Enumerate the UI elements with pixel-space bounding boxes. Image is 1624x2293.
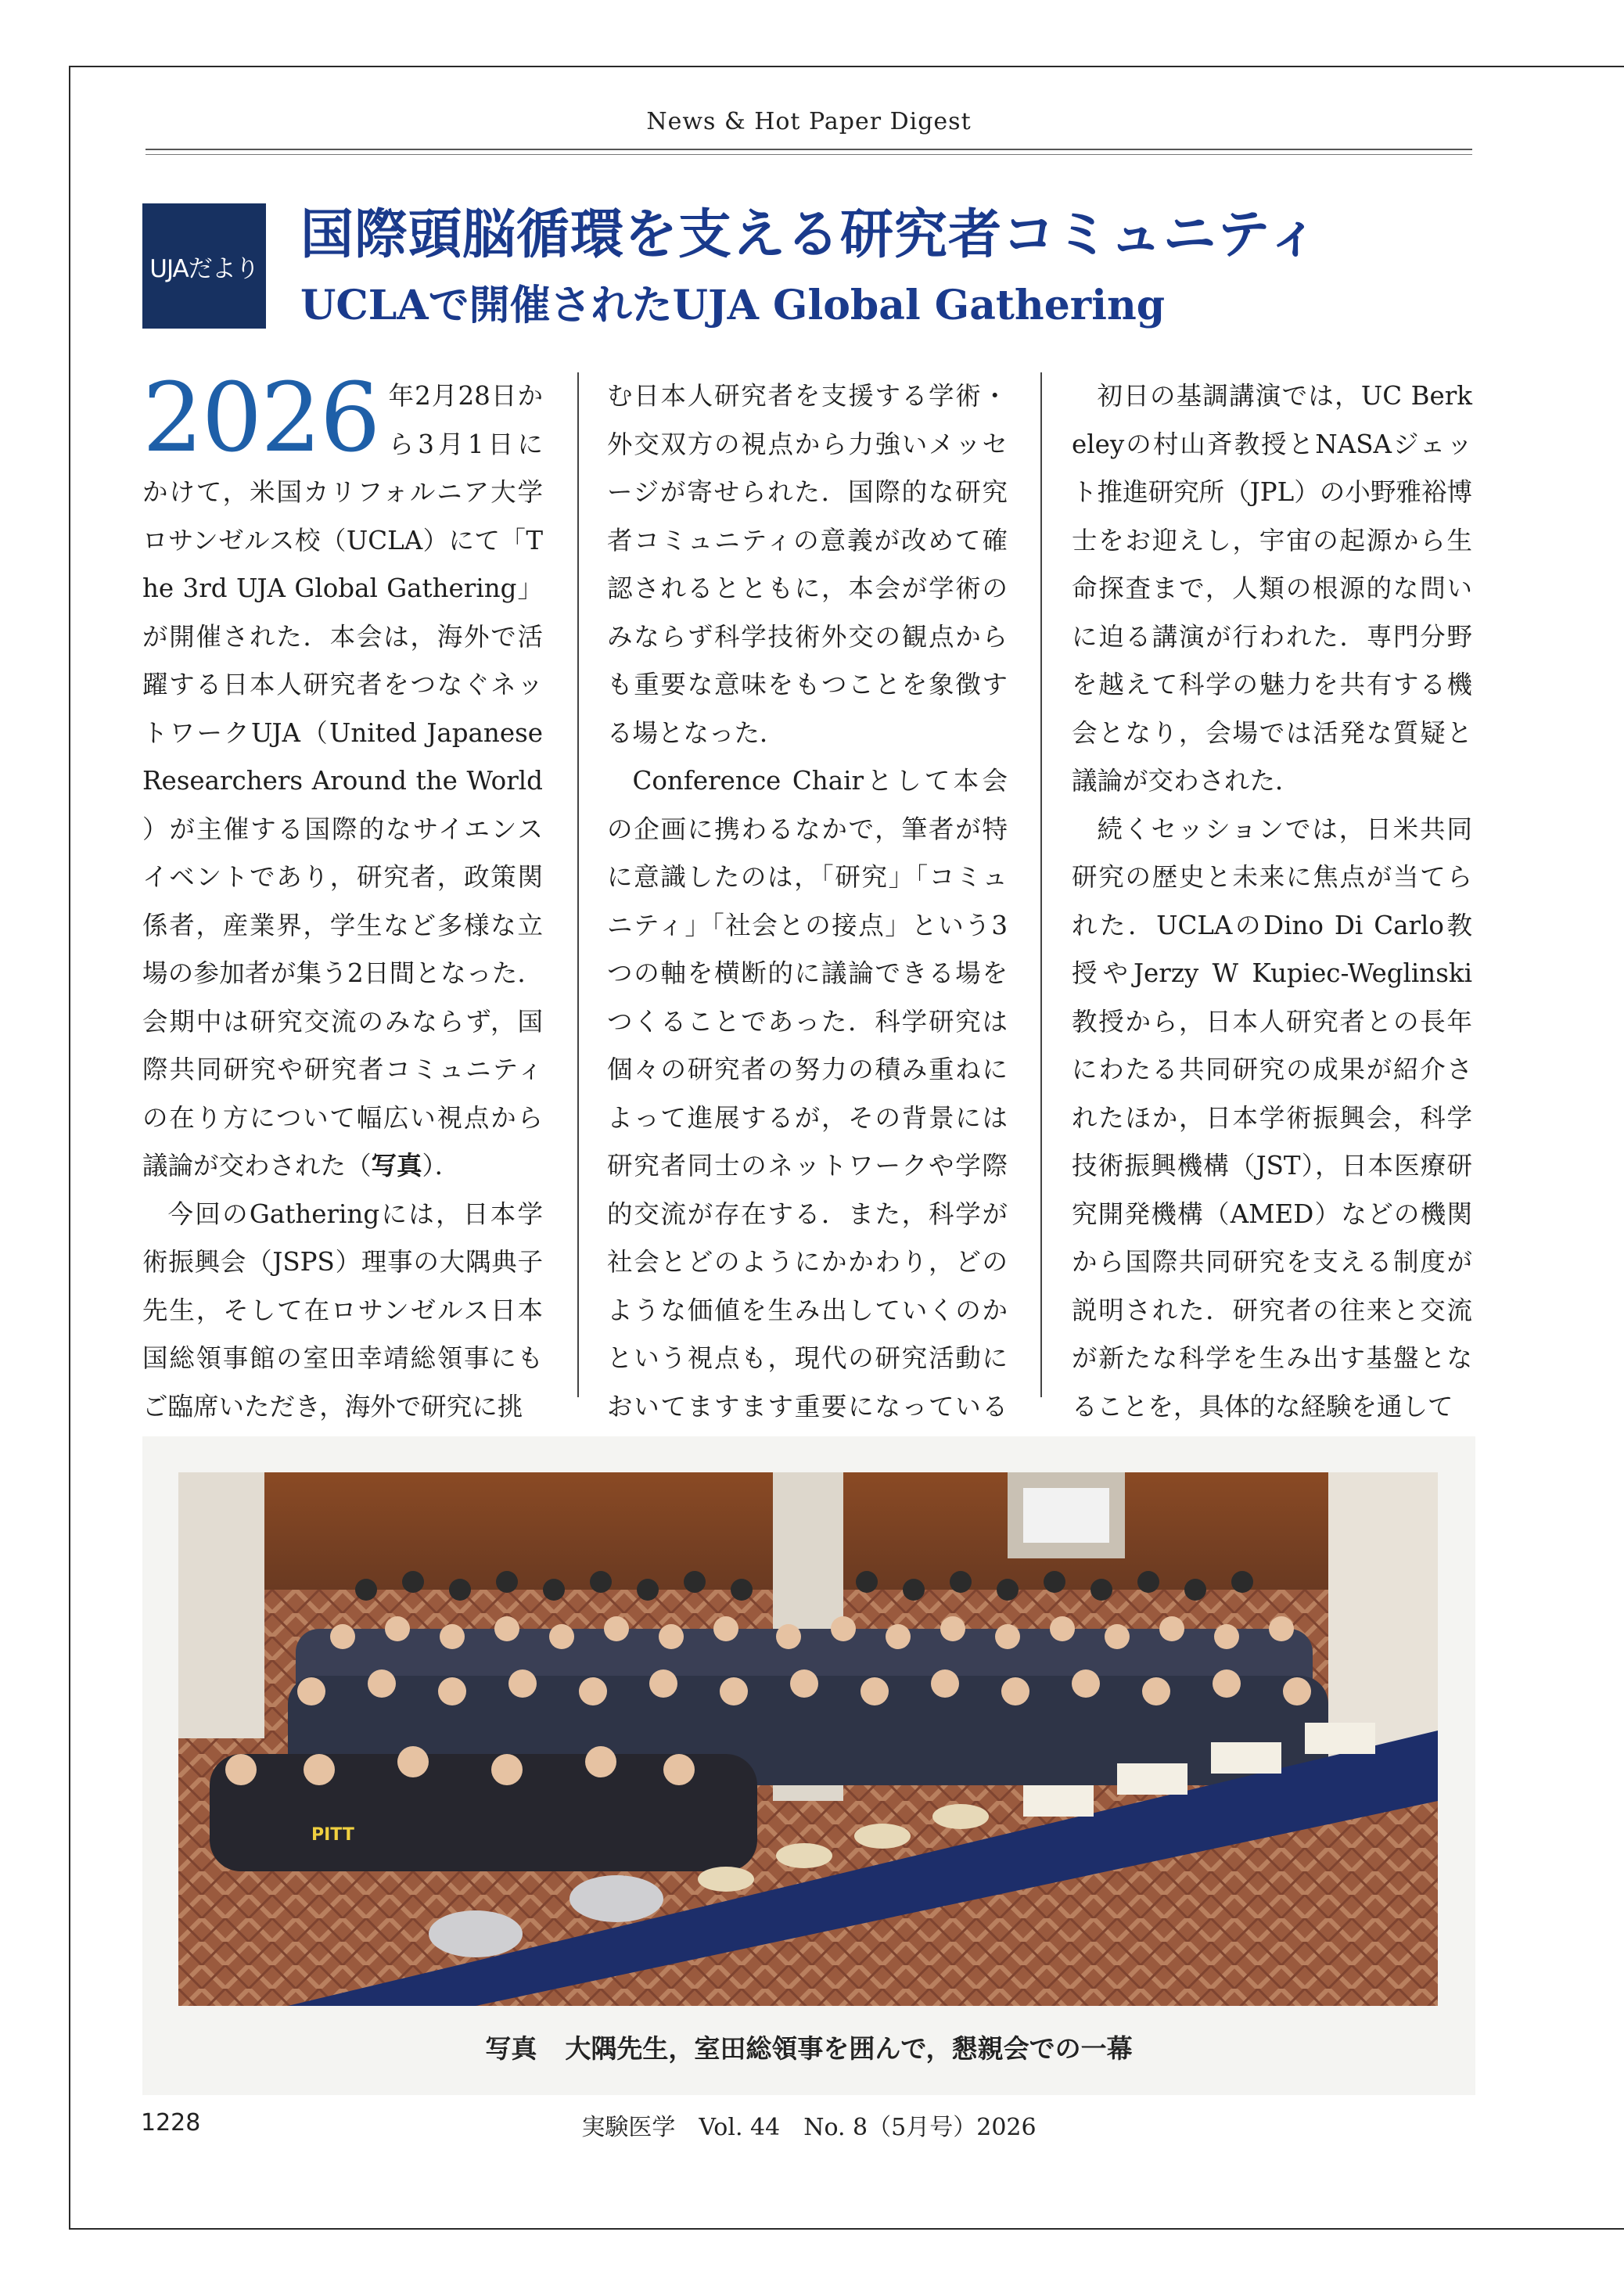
banner-text: PITT xyxy=(311,1825,354,1845)
event-photo-illustration xyxy=(178,1472,1438,2006)
photo-ref-open: （ xyxy=(346,1151,372,1181)
page-frame-left xyxy=(69,66,70,2230)
article-subtitle: UCLAで開催されたUJA Global Gathering xyxy=(300,282,1166,329)
page-frame-bottom xyxy=(69,2228,1624,2230)
column-badge-label: UJAだより xyxy=(149,254,259,283)
paragraph-6: 続くセッションでは，日米共同研究の歴史と未来に焦点が当てられた．UCLAのDino Di Carlo教授やJerzy W Kupiec-Weglinski教授から，日本人研究者との長年にわたる共同研究の成果が紹介されたほか，日本学術振興会，科学技術振興機構（JST），日本医療研究開発機構（AMED）などの機関から国際共同研究を支える制度が説明された．研究者の往来と交流が新たな科学を生み出す基盤となることを，具体的な経験を通して xyxy=(1072,814,1472,1421)
column-badge xyxy=(142,203,266,329)
caption-label: 写真 xyxy=(485,2033,537,2064)
paragraph-2: 今回のGatheringには，日本学術振興会（JSPS）理事の大隅典子先生，そして在ロサンゼルス日本国総領事館の室田幸靖総領事にもご臨席いただき，海外で研究に挑 xyxy=(142,1199,543,1421)
photo-caption xyxy=(142,2029,1475,2068)
text-column-3 xyxy=(1072,372,1472,1431)
paragraph-1: 年2月28日から3月1日にかけて，米国カリフォルニア大学ロサンゼルス校（UCLA）にて「The 3rd UJA Global Gathering」が開催された．本会は，海外で活躍する日本人研究者をつなぐネットワークUJA（United Japanese Researchers Around the World）が主催する国際的なサイエンスイベントであり，研究者，政策関係者，産業界，学生など多様な立場の参加者が集う2日間となった．会期中は研究交流のみならず，国際共同研究や研究者コミュニティの在り方について幅広い視点から議論が交わされた xyxy=(142,381,543,1181)
header-rule-thin xyxy=(146,154,1472,155)
text-column-2 xyxy=(607,372,1008,1479)
column-divider-2 xyxy=(1040,372,1042,1397)
paragraph-3: む日本人研究者を支援する学術・外交双方の視点から力強いメッセージが寄せられた．国際的な研究者コミュニティの意義が改めて確認されるとともに，本会が学術のみならず科学技術外交の観点からも重要な意味をもつことを象徴する場となった． xyxy=(607,381,1008,748)
journal-footer: 実験医学 Vol. 44 No. 8（5月号）2026 xyxy=(581,2114,1037,2141)
photo-ref-close: ）． xyxy=(422,1151,461,1181)
photo-reference: 写真 xyxy=(371,1151,422,1181)
paragraph-5: 初日の基調講演では，UC Berkeleyの村山斉教授とNASAジェット推進研究所（JPL）の小野雅裕博士をお迎えし，宇宙の起源から生命探査まで，人類の根源的な問いに迫る講演が行われた．専門分野を越えて科学の魅力を共有する機会となり，会場では活発な質疑と議論が交わされた． xyxy=(1072,381,1472,796)
dropcap-year: 2026 xyxy=(142,362,379,473)
running-head: News & Hot Paper Digest xyxy=(646,108,972,135)
caption-text: 大隅先生，室田総領事を囲んで，懇親会での一幕 xyxy=(565,2033,1133,2064)
page-frame-top xyxy=(69,66,1624,67)
header-rule xyxy=(146,149,1472,150)
article-title: 国際頭脳循環を支える研究者コミュニティ xyxy=(300,204,1321,266)
page-number: 1228 xyxy=(141,2109,201,2137)
column-divider-1 xyxy=(577,372,579,1397)
text-column-1 xyxy=(142,362,543,1431)
event-photo xyxy=(178,1472,1438,2006)
paragraph-4: Conference Chairとして本会の企画に携わるなかで，筆者が特に意識したのは，「研究」「コミュニティ」「社会との接点」という3つの軸を横断的に議論できる場をつくることであった．科学研究は個々の研究者の努力の積み重ねによって進展するが，その背景には研究者同士のネットワークや学際的交流が存在する．また，科学が社会とどのようにかかわり，どのような価値を生み出していくのかという視点も，現代の研究活動においてますます重要になっている xyxy=(607,766,1008,1421)
